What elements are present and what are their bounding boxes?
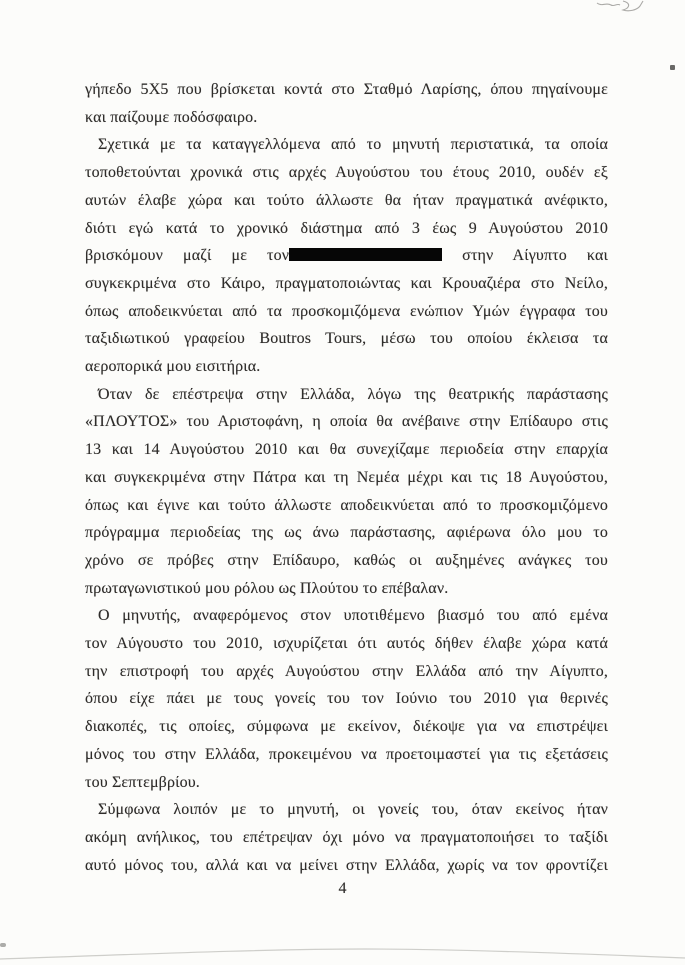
text-line: πρόγραμμα περιοδείας της ως άνω παράστασης, αφιέρωνα όλο μου το: [85, 524, 608, 542]
text-line: μόνος του στην Ελλάδα, προκειμένου να προετοιμαστεί για τις εξετάσεις: [85, 745, 608, 763]
pen-scribble-icon: [596, 0, 644, 18]
text-line: τοποθετούνται χρονικά στις αρχές Αυγούστου του έτους 2010, ουδέν εξ: [85, 164, 608, 182]
text-line: όπως αποδεικνύεται από τα προσκομιζόμενα ενώπιον Υμών έγγραφα του: [85, 302, 608, 320]
scan-smudge: [0, 943, 6, 947]
paper-edge-line: [0, 940, 685, 965]
text-line: πρωταγωνιστικού μου ρόλου ως Πλούτου το επέβαλαν.: [85, 579, 449, 597]
text-line: του Σεπτεμβρίου.: [85, 773, 200, 791]
text-line: και παίζουμε ποδόσφαιρο.: [85, 108, 258, 126]
text-line: [85, 242, 608, 270]
text-line: χρόνο σε πρόβες στην Επίδαυρο, καθώς οι αυξημένες ανάγκες του: [85, 551, 608, 569]
text-line: τον Αύγουστο του 2010, ισχυρίζεται ότι αυτός δήθεν έλαβε χώρα κατά: [85, 635, 608, 653]
ink-speck: [670, 65, 675, 70]
text-line: όπου είχε πάει με τους γονείς του τον Ιούνιο του 2010 για θερινές: [85, 690, 608, 708]
text-line: διότι εγώ κατά το χρονικό διάστημα από 3 έως 9 Αυγούστου 2010: [85, 219, 608, 237]
text-after-redaction: στην Αίγυπτο και: [462, 247, 608, 265]
text-line: 13 και 14 Αυγούστου 2010 και θα συνεχίζαμε περιοδεία στην επαρχία: [85, 441, 608, 459]
text-line: Ο μηνυτής, αναφερόμενος στον υποτιθέμενο βιασμό του από εμένα: [98, 607, 608, 625]
text-line: αεροπορικά μου εισιτήρια.: [85, 358, 261, 376]
text-line: την επιστροφή του αρχές Αυγούστου στην Ελλάδα από την Αίγυπτο,: [85, 662, 608, 680]
text-line: και συγκεκριμένα στην Πάτρα και τη Νεμέα μέχρι και τις 18 Αυγούστου,: [85, 468, 608, 486]
text-before-redaction: βρισκόμουν μαζί με τον: [85, 247, 290, 265]
text-line: όπως και έγινε και τούτο άλλωστε αποδεικνύεται από το προσκομιζόμενο: [85, 496, 608, 514]
text-line: γήπεδο 5X5 που βρίσκεται κοντά στο Σταθμό Λαρίσης, όπου πηγαίνουμε: [85, 81, 608, 98]
text-line: ταξιδιωτικού γραφείου Boutros Tours, μέσω του οποίου έκλεισα τα: [85, 330, 608, 348]
text-line: διακοπές, τις οποίες, σύμφωνα με εκείνον, διέκοψε για να επιστρέψει: [85, 718, 608, 736]
text-line: συγκεκριμένα στο Κάιρο, πραγματοποιώντας και Κρουαζιέρα στο Νείλο,: [85, 274, 608, 292]
text-line: αυτό μόνος του, αλλά και να μείνει στην Ελλάδα, χωρίς να τον φροντίζει: [85, 856, 608, 874]
text-line: «ΠΛΟΥΤΟΣ» του Αριστοφάνη, η οποία θα ανέβαινε στην Επίδαυρο στις: [85, 413, 608, 431]
redaction-bar: [289, 248, 442, 261]
text-line: Σχετικά με τα καταγγελλόμενα από το μηνυτή περιστατικά, τα οποία: [98, 136, 608, 154]
text-line: Όταν δε επέστρεψα στην Ελλάδα, λόγω της θεατρικής παράστασης: [98, 385, 608, 403]
text-block: [85, 76, 608, 879]
text-line: Σύμφωνα λοιπόν με το μηνυτή, οι γονείς του, όταν εκείνος ήταν: [98, 801, 608, 819]
page-number: 4: [338, 880, 347, 897]
text-line: ακόμη ανήλικος, του επέτρεψαν όχι μόνο να πραγματοποιήσει το ταξίδι: [85, 828, 608, 846]
text-line: αυτών έλαβε χώρα και τούτο άλλωστε θα ήταν πραγματικά ανέφικτο,: [85, 191, 608, 209]
